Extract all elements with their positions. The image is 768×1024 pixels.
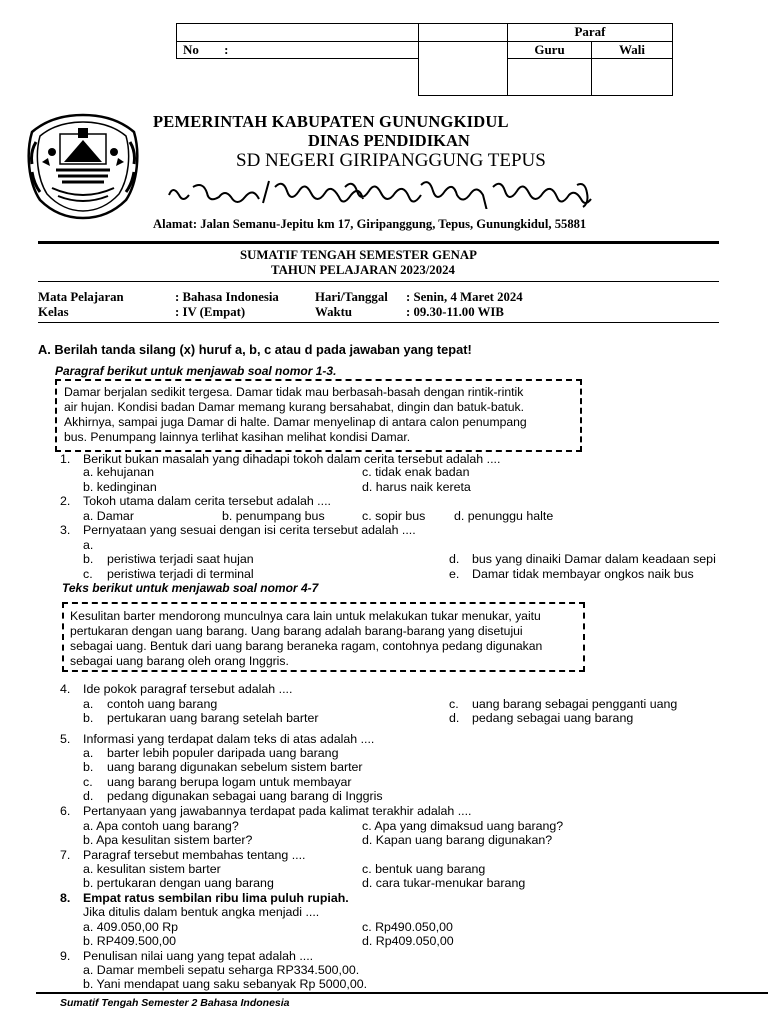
q5-option-b-letter: b.: [83, 760, 94, 774]
q1-question: Berikut bukan masalah yang dihadapi tokoh dalam cerita tersebut adalah ....: [83, 452, 501, 466]
q3-option-c-letter: c.: [83, 567, 93, 581]
regency-logo: [22, 112, 144, 220]
q4-option-d-letter: d.: [449, 711, 460, 725]
subject-label: Mata Pelajaran: [38, 290, 124, 304]
q8-option-b[interactable]: b. RP409.500,00: [83, 934, 177, 948]
q9-number: 9.: [60, 949, 71, 963]
passage1-text: [64, 385, 576, 445]
q7-option-c[interactable]: c. bentuk uang barang: [362, 862, 486, 876]
q2-number: 2.: [60, 494, 71, 508]
q2-option-c[interactable]: c. sopir bus: [362, 509, 426, 523]
day-value: : Senin, 4 Maret 2024: [406, 290, 523, 304]
q5-option-d-letter: d.: [83, 789, 94, 803]
q9-option-a[interactable]: a. Damar membeli sepatu seharga RP334.500,00.: [83, 963, 360, 977]
q4-option-c-letter: c.: [449, 697, 459, 711]
q3-number: 3.: [60, 523, 71, 537]
q8-option-c[interactable]: c. Rp490.050,00: [362, 920, 453, 934]
q7-number: 7.: [60, 848, 71, 862]
q4-number: 4.: [60, 682, 71, 696]
q8-option-d[interactable]: d. Rp409.050,00: [362, 934, 454, 948]
q2-option-a[interactable]: a. Damar: [83, 509, 134, 523]
subject-value: : Bahasa Indonesia: [175, 290, 279, 304]
q2-option-d[interactable]: d. penunggu halte: [454, 509, 554, 523]
blank-cell: [177, 59, 419, 96]
school-address: Alamat: Jalan Semanu-Jepitu km 17, Giripanggung, Tepus, Gunungkidul, 55881: [153, 217, 587, 231]
q3-option-e[interactable]: Damar tidak membayar ongkos naik bus: [472, 567, 694, 581]
class-value: : IV (Empat): [175, 305, 246, 319]
q9-option-b[interactable]: b. Yani mendapat uang saku sebanyak Rp 5000,00.: [83, 977, 368, 991]
time-value: : 09.30-11.00 WIB: [406, 305, 504, 319]
exam-title: SUMATIF TENGAH SEMESTER GENAP: [240, 248, 477, 262]
javanese-script-drawing: [163, 175, 597, 209]
q3-option-d[interactable]: bus yang dinaiki Damar dalam keadaan sepi: [472, 552, 716, 566]
time-label: Waktu: [315, 305, 352, 319]
q7-question: Paragraf tersebut membahas tentang ....: [83, 848, 306, 862]
guru-signature-cell[interactable]: [508, 59, 592, 96]
q3-option-b-letter: b.: [83, 552, 94, 566]
passage2-intro: Teks berikut untuk menjawab soal nomor 4-7: [62, 581, 319, 595]
q5-option-c[interactable]: uang barang berupa logam untuk membayar: [107, 775, 352, 789]
q5-option-d[interactable]: pedang digunakan sebagai uang barang di Inggris: [107, 789, 383, 803]
footer-rule: [36, 992, 768, 994]
q4-option-b[interactable]: pertukaran uang barang setelah barter: [107, 711, 319, 725]
q3-option-d-letter: d.: [449, 552, 460, 566]
q6-question: Pertanyaan yang jawabannya terdapat pada kalimat terakhir adalah ....: [83, 804, 472, 818]
q3-question: Pernyataan yang sesuai dengan isi cerita tersebut adalah ....: [83, 523, 416, 537]
q1-number: 1.: [60, 452, 71, 466]
page-footer: Sumatif Tengah Semester 2 Bahasa Indonesia: [60, 997, 290, 1009]
q1-option-b[interactable]: b. kedinginan: [83, 480, 157, 494]
q4-option-a-letter: a.: [83, 697, 94, 711]
passage2-line: sebagai uang. Bentuk dari uang barang beraneka ragam, contohnya pedang digunakan: [70, 639, 543, 653]
passage1-line: Akhirnya, sampai juga Damar di halte. Damar menyelinap di antara calon penumpang: [64, 415, 527, 429]
blank-cell: [419, 24, 508, 42]
q5-option-a-letter: a.: [83, 746, 94, 760]
q6-option-c[interactable]: c. Apa yang dimaksud uang barang?: [362, 819, 564, 833]
no-colon: :: [224, 42, 229, 57]
q8-option-a[interactable]: a. 409.050,00 Rp: [83, 920, 179, 934]
paraf-header: Paraf: [508, 24, 673, 42]
passage1-line: air hujan. Kondisi badan Damar memang kurang bersahabat, dingin dan batuk-batuk.: [64, 400, 525, 414]
q6-number: 6.: [60, 804, 71, 818]
passage2-line: sebagai uang barang oleh orang Inggris.: [70, 654, 289, 668]
signature-table: [176, 23, 673, 96]
q5-option-b[interactable]: uang barang digunakan sebelum sistem barter: [107, 760, 363, 774]
q4-question: Ide pokok paragraf tersebut adalah ....: [83, 682, 293, 696]
q4-option-d[interactable]: pedang sebagai uang barang: [472, 711, 634, 725]
passage2-text: [70, 609, 578, 669]
q5-number: 5.: [60, 732, 71, 746]
q8-number: 8.: [60, 891, 71, 905]
q1-option-a[interactable]: a. kehujanan: [83, 465, 154, 479]
school-name: SD NEGERI GIRIPANGGUNG TEPUS: [236, 150, 546, 171]
q3-option-b[interactable]: peristiwa terjadi saat hujan: [107, 552, 254, 566]
q4-option-c[interactable]: uang barang sebagai pengganti uang: [472, 697, 678, 711]
q6-option-d[interactable]: d. Kapan uang barang digunakan?: [362, 833, 553, 847]
q7-option-a[interactable]: a. kesulitan sistem barter: [83, 862, 221, 876]
title-divider: [38, 281, 719, 282]
q5-option-a[interactable]: barter lebih populer daripada uang barang: [107, 746, 339, 760]
q6-option-b[interactable]: b. Apa kesulitan sistem barter?: [83, 833, 253, 847]
q3-option-a[interactable]: a.: [83, 538, 94, 552]
javanese-script-line: [163, 175, 597, 209]
q5-question: Informasi yang terdapat dalam teks di atas adalah ....: [83, 732, 375, 746]
q2-option-b[interactable]: b. penumpang bus: [222, 509, 325, 523]
section-a-instruction: A. Berilah tanda silang (x) huruf a, b, c atau d pada jawaban yang tepat!: [38, 342, 472, 357]
passage1-line: bus. Penumpang lainnya terlihat kasihan melihat kondisi Damar.: [64, 430, 411, 444]
class-label: Kelas: [38, 305, 69, 319]
q2-question: Tokoh utama dalam cerita tersebut adalah ....: [83, 494, 331, 508]
wali-signature-cell[interactable]: [592, 59, 673, 96]
wali-header: Wali: [592, 42, 673, 59]
exam-year: TAHUN PELAJARAN 2023/2024: [271, 263, 455, 277]
score-cell[interactable]: [419, 42, 508, 96]
passage1-line: Damar berjalan sedikit tergesa. Damar tidak mau berbasah-basah dengan rintik-rintik: [64, 385, 524, 399]
passage2-line: pertukaran dengan uang barang. Uang barang adalah barang-barang yang disetujui: [70, 624, 523, 638]
q8-question: Empat ratus sembilan ribu lima puluh rupiah.: [83, 891, 349, 905]
q3-option-e-letter: e.: [449, 567, 460, 581]
info-divider: [38, 322, 719, 323]
day-label: Hari/Tanggal: [315, 290, 388, 304]
q1-option-c[interactable]: c. tidak enak badan: [362, 465, 470, 479]
passage1-intro: Paragraf berikut untuk menjawab soal nomor 1-3.: [55, 364, 337, 378]
q3-option-c[interactable]: peristiwa terjadi di terminal: [107, 567, 254, 581]
q4-option-a[interactable]: contoh uang barang: [107, 697, 218, 711]
q6-option-a[interactable]: a. Apa contoh uang barang?: [83, 819, 239, 833]
q4-option-b-letter: b.: [83, 711, 94, 725]
q7-option-d[interactable]: d. cara tukar-menukar barang: [362, 876, 526, 890]
q1-option-d[interactable]: d. harus naik kereta: [362, 480, 471, 494]
q5-option-c-letter: c.: [83, 775, 93, 789]
q8-subquestion: Jika ditulis dalam bentuk angka menjadi ....: [83, 905, 320, 919]
guru-header: Guru: [508, 42, 592, 59]
blank-cell: [177, 24, 419, 42]
no-label: No: [183, 42, 199, 57]
gov-title: PEMERINTAH KABUPATEN GUNUNGKIDUL: [153, 112, 509, 131]
q7-option-b[interactable]: b. pertukaran dengan uang barang: [83, 876, 274, 890]
header-divider: [38, 241, 719, 244]
office-title: DINAS PENDIDIKAN: [308, 131, 470, 150]
q9-question: Penulisan nilai uang yang tepat adalah ....: [83, 949, 314, 963]
no-cell: [177, 42, 419, 59]
passage2-line: Kesulitan barter mendorong munculnya cara lain untuk melakukan tukar menukar, yaitu: [70, 609, 541, 623]
